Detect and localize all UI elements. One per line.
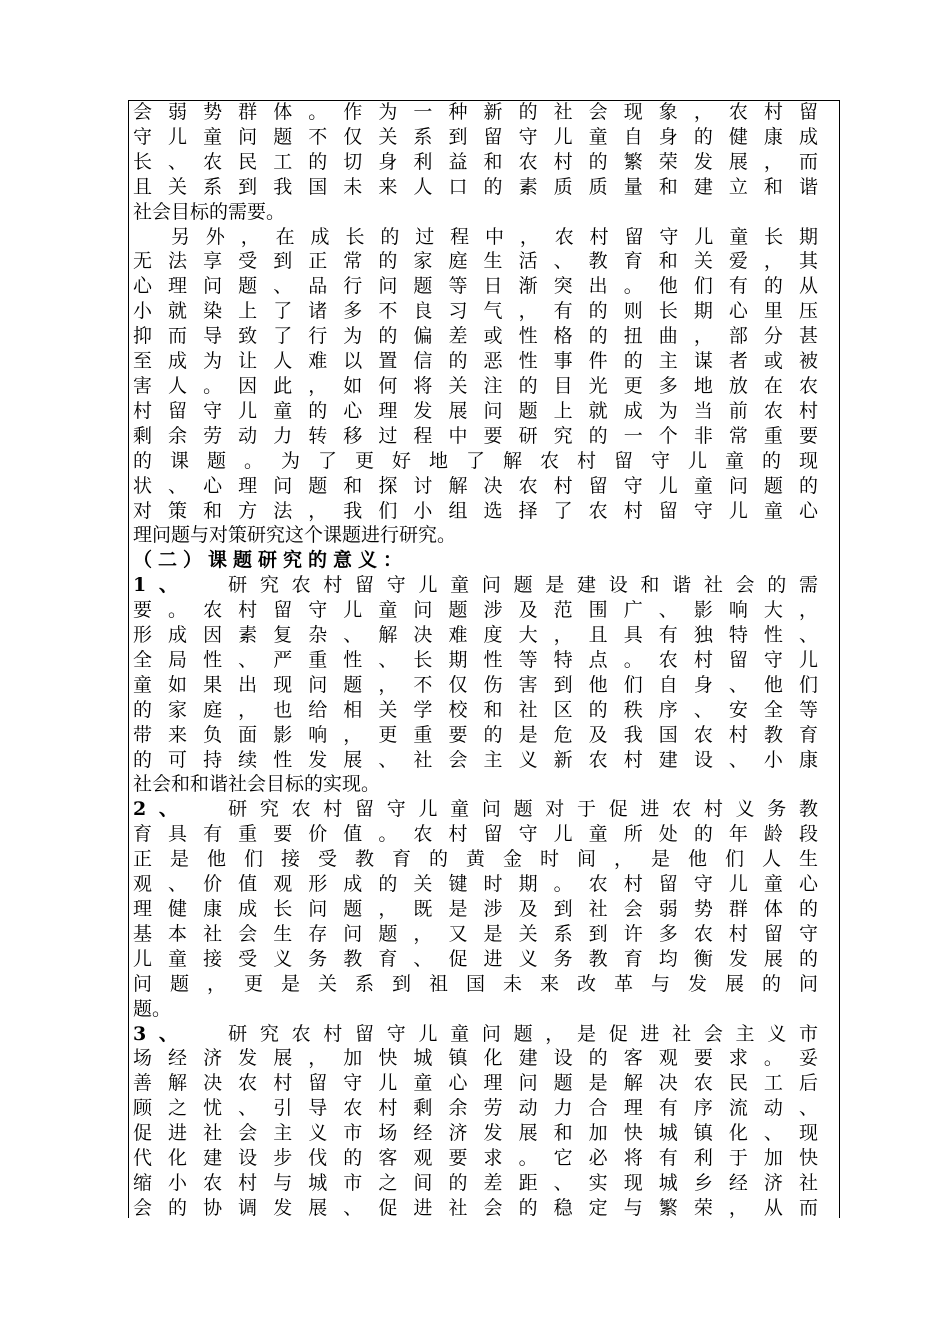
text-line: 全局性、严重性、长期性等特点。农村留守儿 <box>133 648 818 671</box>
text-line: 社会和和谐社会目标的实现。 <box>133 773 381 796</box>
text-line: 儿童接受义务教育、促进义务教育均衡发展的 <box>133 947 818 970</box>
document-body <box>133 100 818 1221</box>
text-line: 会的协调发展、促进社会的稳定与繁荣，从而 <box>133 1196 818 1219</box>
text-line: 守儿童问题不仅关系到留守儿童自身的健康成 <box>133 125 818 148</box>
text-line: 理问题与对策研究这个课题进行研究。 <box>133 524 457 547</box>
point-1-first-line: 1、 研究农村留守儿童问题是建设和谐社会的需 <box>133 574 818 597</box>
text-line: 场经济发展，加快城镇化建设的客观要求。妥 <box>133 1047 818 1070</box>
text-line: 基本社会生存问题，又是关系到许多农村留守 <box>133 922 818 945</box>
text-line: 且关系到我国未来人口的素质质量和建立和谐 <box>133 175 818 198</box>
text-line: 正是他们接受教育的黄金时间，是他们人生 <box>133 848 818 871</box>
text-line: 害人。因此，如何将关注的目光更多地放在农 <box>133 374 818 397</box>
text-line: 剩余劳动力转移过程中要研究的一个非常重要 <box>133 424 818 447</box>
text-line: 观、价值观形成的关键时期。农村留守儿童心 <box>133 873 818 896</box>
text-line: 状、心理问题和探讨解决农村留守儿童问题的 <box>133 474 818 497</box>
text-line: 童如果出现问题，不仅伤害到他们自身、他们 <box>133 673 818 696</box>
text-line: 问题，更是关系到祖国未来改革与发展的问 <box>133 972 818 995</box>
text-line: 会弱势群体。作为一种新的社会现象，农村留 <box>133 101 818 123</box>
section-heading: （二）课题研究的意义： <box>133 549 409 572</box>
text-line: 社会目标的需要。 <box>133 200 286 223</box>
text-line: 的课题。为了更好地了解农村留守儿童的现 <box>133 449 818 472</box>
text-line: 缩小农村与城市之间的差距、实现城乡经济社 <box>133 1171 818 1194</box>
text-line: 善解决农村留守儿童心理问题是解决农民工后 <box>133 1072 818 1095</box>
text-line: 无法享受到正常的家庭生活、教育和关爱，其 <box>133 250 818 273</box>
text-line: 带来负面影响，更重要的是危及我国农村教育 <box>133 723 818 746</box>
text-line: 心理问题、品行问题等日渐突出。他们有的从 <box>133 275 818 298</box>
text-line: 另外，在成长的过程中，农村留守儿童长期 <box>171 225 818 248</box>
text-line: 的家庭，也给相关学校和社区的秩序、安全等 <box>133 698 818 721</box>
text-line: 至成为让人难以置信的恶性事件的主谋者或被 <box>133 350 818 373</box>
text-line: 村留守儿童的心理发展问题上就成为当前农村 <box>133 399 818 422</box>
point-number: 1、 <box>133 574 191 597</box>
text-line: 育具有重要价值。农村留守儿童所处的年龄段 <box>133 823 818 846</box>
text-line: 小就染上了诸多不良习气，有的则长期心里压 <box>133 300 818 323</box>
point-number: 3、 <box>133 1022 191 1045</box>
text-line: 理健康成长问题，既是涉及到社会弱势群体的 <box>133 898 818 920</box>
point-number: 2、 <box>133 798 191 821</box>
text-line: 促进社会主义市场经济发展和加快城镇化、现 <box>133 1122 818 1145</box>
point-2-first-line: 2、 研究农村留守儿童问题对于促进农村义务教 <box>133 798 818 821</box>
text-line: 对策和方法，我们小组选择了农村留守儿童心 <box>133 499 818 522</box>
text-line: 长、农民工的切身利益和农村的繁荣发展，而 <box>133 150 818 173</box>
text-line: 形成因素复杂、解决难度大，且具有独特性、 <box>133 624 818 647</box>
text-line: 抑而导致了行为的偏差或性格的扭曲，部分甚 <box>133 325 818 348</box>
text-line: 顾之忧、引导农村剩余劳动力合理有序流动、 <box>133 1097 818 1120</box>
text-line: 的可持续性发展、社会主义新农村建设、小康 <box>133 748 818 771</box>
text-line: 代化建设步伐的客观要求。它必将有利于加快 <box>133 1147 818 1170</box>
point-3-first-line: 3、 研究农村留守儿童问题，是促进社会主义市 <box>133 1022 818 1045</box>
text-line: 要。农村留守儿童问题涉及范围广、影响大， <box>133 599 818 622</box>
text-line: 题。 <box>133 997 172 1020</box>
